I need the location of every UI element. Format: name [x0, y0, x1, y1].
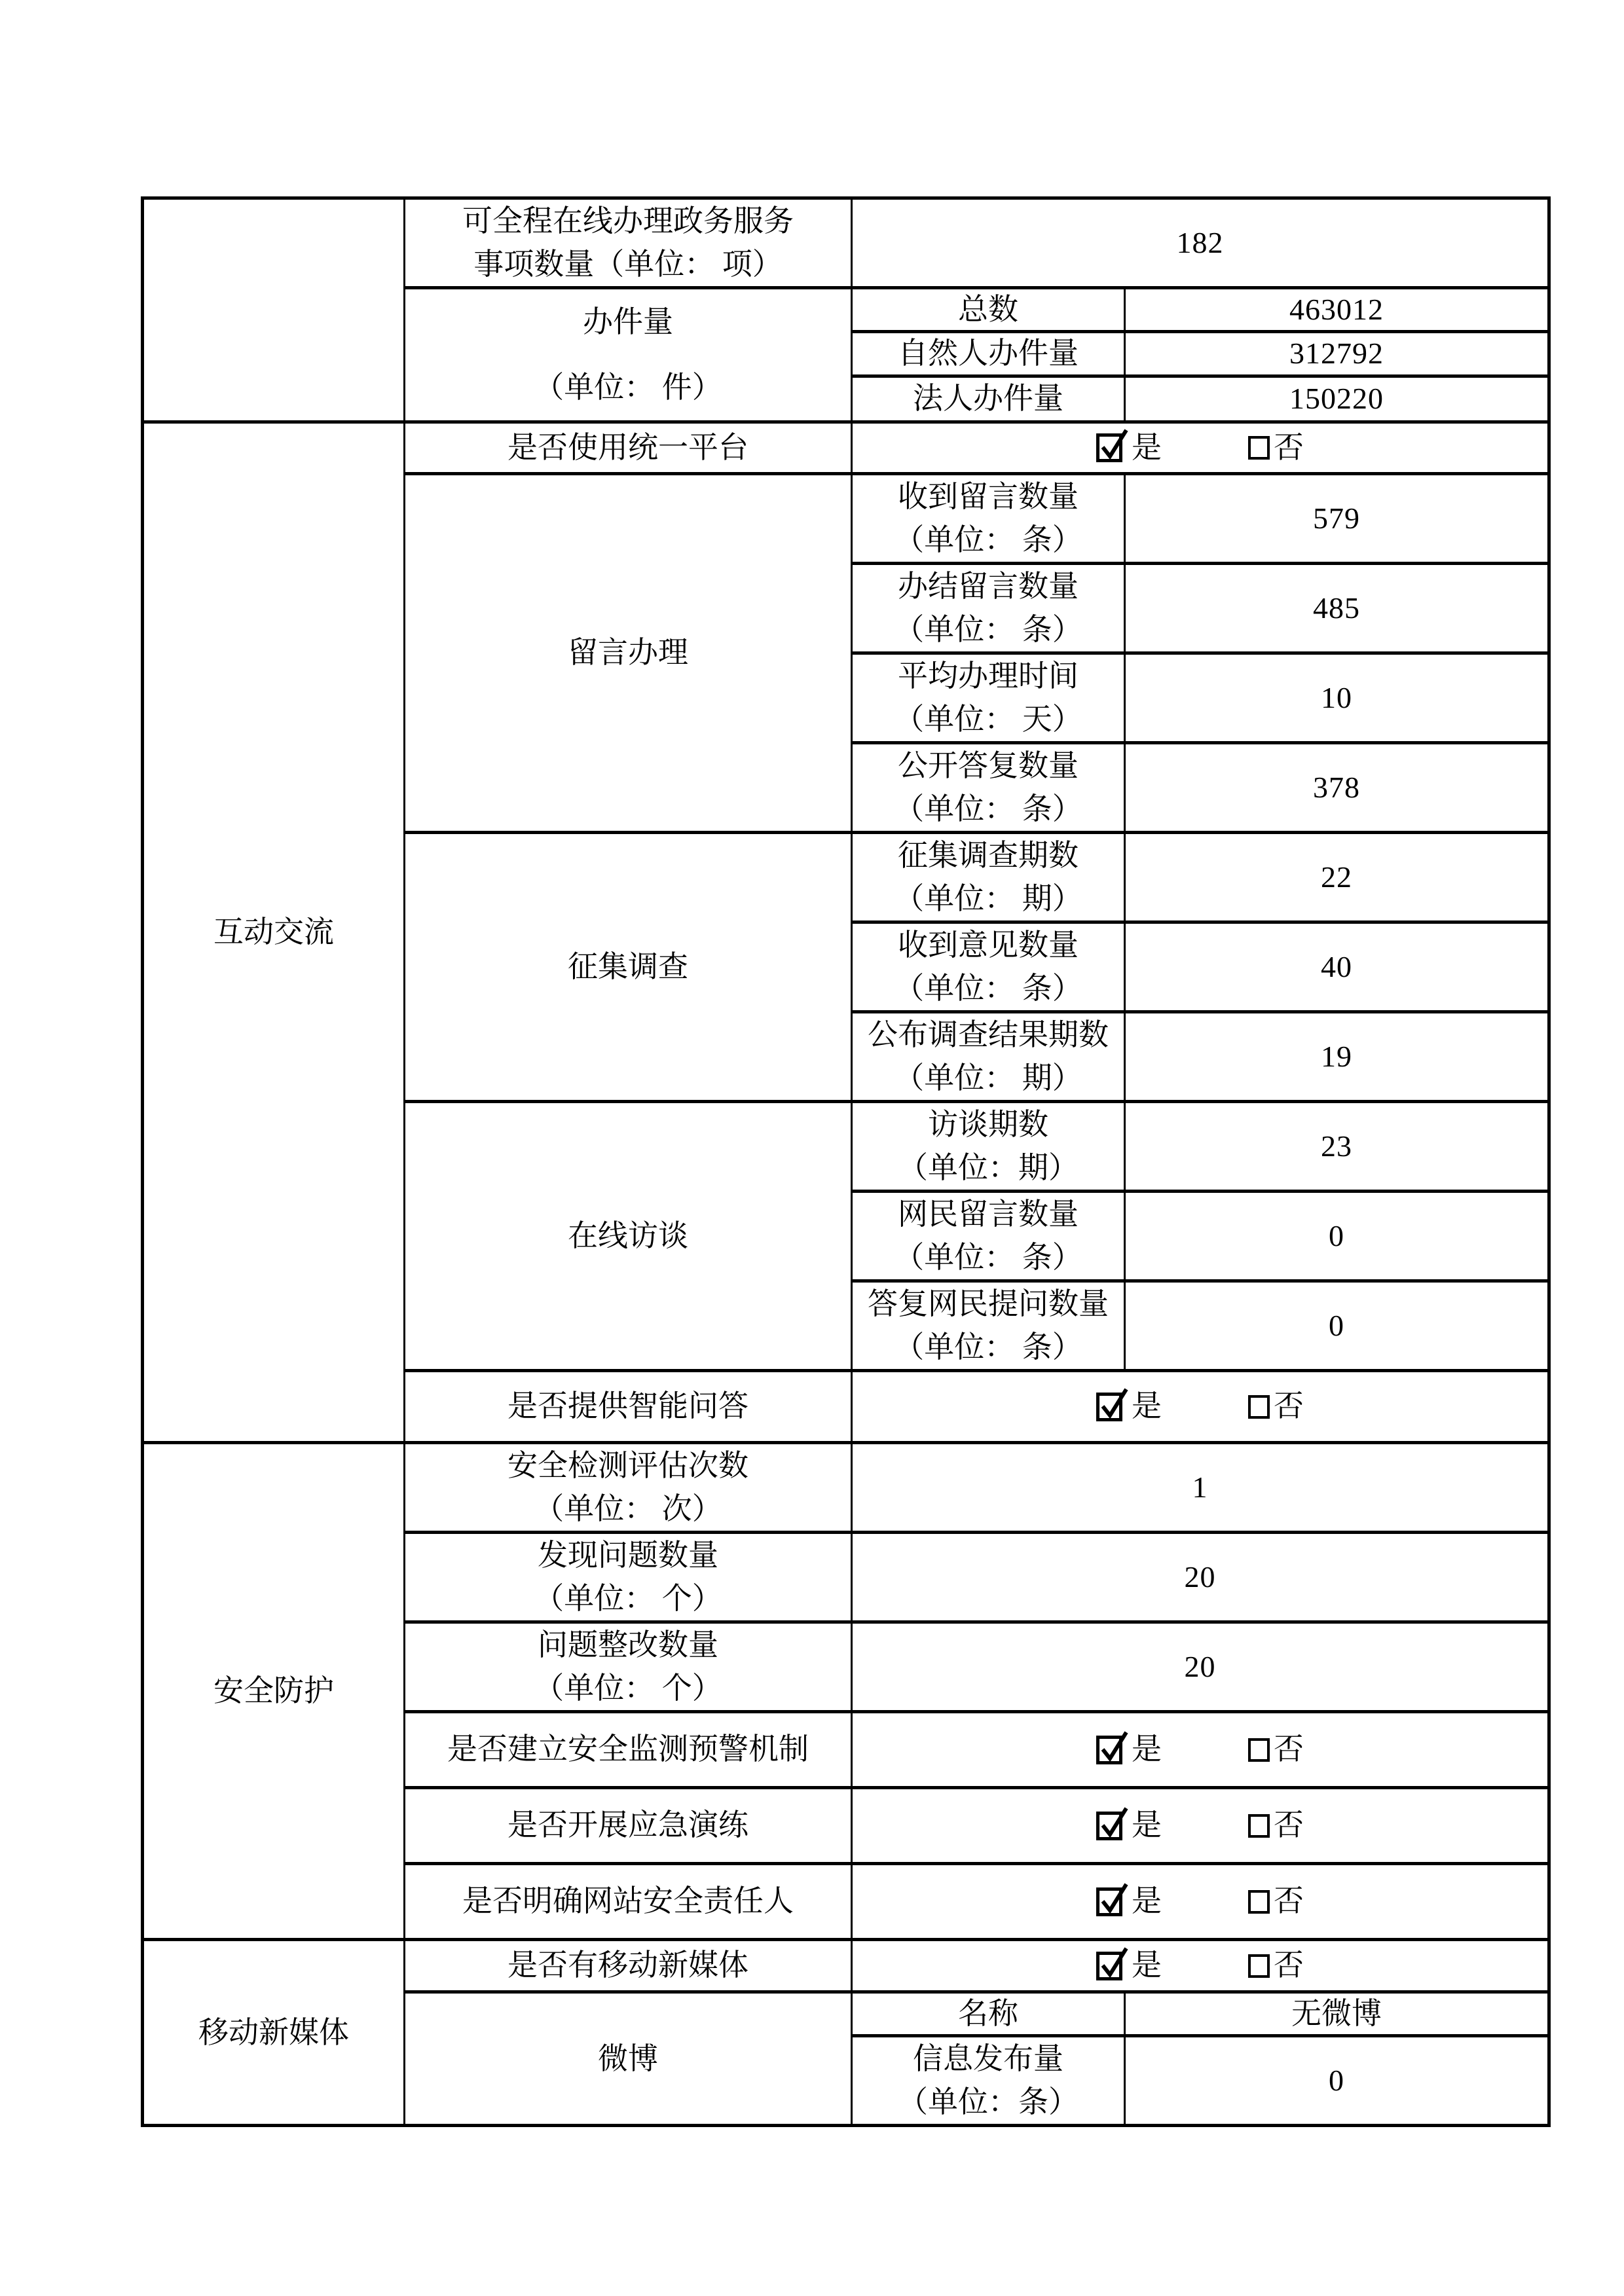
check-icon — [1098, 1730, 1128, 1768]
value-full-online-items: 182 — [852, 198, 1549, 288]
label-line2: （单位： 期） — [894, 1061, 1082, 1095]
label-natural-person-cases: 自然人办件量 — [852, 332, 1125, 376]
value-security-assessments: 1 — [852, 1443, 1549, 1533]
label-problems-found — [405, 1533, 852, 1622]
checkbox-no-label: 否 — [1274, 430, 1304, 464]
check-icon — [1098, 1946, 1128, 1984]
checkbox-no-label: 否 — [1274, 1389, 1304, 1423]
checkbox-yes-pair — [1096, 1881, 1162, 1922]
checkbox-cell-unified-platform — [852, 422, 1549, 474]
label-netizen-replies — [852, 1281, 1125, 1371]
checkbox-no-pair — [1248, 1729, 1304, 1770]
checkbox-unchecked-icon — [1248, 1814, 1270, 1838]
checkbox-group — [853, 1945, 1547, 1986]
checkbox-unchecked-icon — [1248, 1738, 1270, 1762]
label-line1: 访谈期数 — [928, 1108, 1048, 1141]
value-total-cases: 463012 — [1125, 288, 1549, 332]
checkbox-yes-pair — [1096, 1945, 1162, 1986]
checkbox-group — [853, 1729, 1547, 1770]
group-line1: 办件量 — [583, 305, 673, 338]
label-line2: （单位： 条） — [894, 1330, 1082, 1364]
group-online-interview: 在线访谈 — [405, 1102, 852, 1371]
label-smart-qa: 是否提供智能问答 — [405, 1371, 852, 1443]
label-messages-resolved — [852, 564, 1125, 653]
value-weibo-name: 无微博 — [1125, 1992, 1549, 2036]
label-line1: 信息发布量 — [913, 2042, 1063, 2076]
checkbox-unchecked-icon — [1248, 1890, 1270, 1914]
value-natural-person-cases: 312792 — [1125, 332, 1549, 376]
label-unified-platform: 是否使用统一平台 — [405, 422, 852, 474]
checkbox-unchecked-icon — [1248, 436, 1270, 460]
checkbox-checked-icon — [1096, 1736, 1122, 1764]
checkbox-cell-has-mobile-media — [852, 1940, 1549, 1992]
checkbox-checked-icon — [1096, 1393, 1122, 1421]
checkbox-cell-smart-qa — [852, 1371, 1549, 1443]
label-line2: （单位： 条） — [894, 792, 1082, 826]
checkbox-group — [853, 428, 1547, 468]
table-row — [143, 198, 1549, 288]
value-avg-handling-time: 10 — [1125, 653, 1549, 743]
label-line2: （单位： 个） — [534, 1671, 722, 1705]
group-survey: 征集调查 — [405, 833, 852, 1102]
value-problems-fixed: 20 — [852, 1622, 1549, 1712]
checkbox-group — [853, 1805, 1547, 1846]
label-emergency-drill: 是否开展应急演练 — [405, 1788, 852, 1864]
checkbox-checked-icon — [1096, 433, 1122, 462]
label-opinions-received — [852, 922, 1125, 1012]
checkbox-yes-label: 是 — [1132, 1389, 1162, 1423]
label-line1: 公开答复数量 — [898, 749, 1079, 782]
label-line1: 安全检测评估次数 — [507, 1449, 748, 1482]
label-line1: 可全程在线办理政务服务 — [462, 204, 794, 238]
checkbox-no-label: 否 — [1274, 1808, 1304, 1842]
label-security-assessments — [405, 1443, 852, 1533]
checkbox-unchecked-icon — [1248, 1954, 1270, 1978]
checkbox-checked-icon — [1096, 1887, 1122, 1916]
value-opinions-received: 40 — [1125, 922, 1549, 1012]
value-legal-person-cases: 150220 — [1125, 376, 1549, 422]
label-messages-received — [852, 474, 1125, 564]
checkbox-yes-pair — [1096, 1386, 1162, 1427]
label-line2: （单位： 期） — [894, 882, 1082, 915]
checkbox-no-pair — [1248, 1386, 1304, 1427]
checkbox-checked-icon — [1096, 1812, 1122, 1840]
checkbox-yes-label: 是 — [1132, 1732, 1162, 1766]
label-weibo-name: 名称 — [852, 1992, 1125, 2036]
value-weibo-posts: 0 — [1125, 2036, 1549, 2126]
check-icon — [1098, 428, 1128, 465]
label-line2: （单位：条） — [898, 2085, 1079, 2119]
label-problems-fixed — [405, 1622, 852, 1712]
value-survey-issues: 22 — [1125, 833, 1549, 922]
label-line2: 事项数量（单位： 项） — [473, 247, 783, 281]
label-line2: （单位： 条） — [894, 613, 1082, 646]
report-table — [141, 196, 1551, 2127]
label-has-mobile-media: 是否有移动新媒体 — [405, 1940, 852, 1992]
checkbox-no-label: 否 — [1274, 1948, 1304, 1982]
label-line1: 收到留言数量 — [898, 480, 1079, 513]
checkbox-cell-monitoring-mechanism — [852, 1712, 1549, 1788]
value-netizen-messages: 0 — [1125, 1192, 1549, 1281]
checkbox-yes-pair — [1096, 1805, 1162, 1846]
label-line1: 征集调查期数 — [898, 839, 1079, 872]
label-security-officer: 是否明确网站安全责任人 — [405, 1864, 852, 1940]
checkbox-yes-label: 是 — [1132, 430, 1162, 464]
checkbox-no-label: 否 — [1274, 1884, 1304, 1918]
value-messages-resolved: 485 — [1125, 564, 1549, 653]
label-line1: 问题整改数量 — [538, 1628, 718, 1662]
checkbox-no-pair — [1248, 428, 1304, 468]
group-weibo: 微博 — [405, 1992, 852, 2126]
label-line1: 办结留言数量 — [898, 570, 1079, 603]
label-line1: 答复网民提问数量 — [868, 1287, 1109, 1321]
checkbox-no-pair — [1248, 1945, 1304, 1986]
label-avg-handling-time — [852, 653, 1125, 743]
value-messages-received: 579 — [1125, 474, 1549, 564]
table-row — [143, 1940, 1549, 1992]
category-cell-interaction: 互动交流 — [143, 422, 405, 1443]
value-survey-results-published: 19 — [1125, 1012, 1549, 1102]
checkbox-yes-label: 是 — [1132, 1948, 1162, 1982]
value-public-replies: 378 — [1125, 743, 1549, 833]
label-public-replies — [852, 743, 1125, 833]
label-survey-results-published — [852, 1012, 1125, 1102]
group-line2: （单位： 件） — [534, 371, 722, 404]
checkbox-checked-icon — [1096, 1952, 1122, 1980]
label-line1: 公布调查结果期数 — [868, 1018, 1109, 1051]
category-cell-continuation — [143, 198, 405, 422]
check-icon — [1098, 1806, 1128, 1844]
label-line2: （单位： 天） — [894, 702, 1082, 736]
checkbox-cell-security-officer — [852, 1864, 1549, 1940]
checkbox-no-pair — [1248, 1805, 1304, 1846]
label-line1: 平均办理时间 — [898, 659, 1079, 693]
label-line2: （单位： 条） — [894, 523, 1082, 556]
checkbox-yes-pair — [1096, 428, 1162, 468]
label-legal-person-cases: 法人办件量 — [852, 376, 1125, 422]
value-netizen-replies: 0 — [1125, 1281, 1549, 1371]
label-line2: （单位： 条） — [894, 972, 1082, 1005]
checkbox-cell-emergency-drill — [852, 1788, 1549, 1864]
group-caseload — [405, 288, 852, 422]
checkbox-group — [853, 1881, 1547, 1922]
label-monitoring-mechanism: 是否建立安全监测预警机制 — [405, 1712, 852, 1788]
checkbox-yes-label: 是 — [1132, 1884, 1162, 1918]
label-line2: （单位： 次） — [534, 1492, 722, 1525]
checkbox-yes-label: 是 — [1132, 1808, 1162, 1842]
label-line2: （单位：期） — [898, 1151, 1079, 1184]
label-line2: （单位： 个） — [534, 1582, 722, 1615]
category-cell-security: 安全防护 — [143, 1443, 405, 1940]
check-icon — [1098, 1387, 1128, 1425]
checkbox-yes-pair — [1096, 1729, 1162, 1770]
table-row — [143, 1443, 1549, 1533]
label-interview-issues — [852, 1102, 1125, 1192]
checkbox-unchecked-icon — [1248, 1395, 1270, 1419]
checkbox-group — [853, 1386, 1547, 1427]
label-line1: 发现问题数量 — [538, 1539, 718, 1572]
label-line1: 网民留言数量 — [898, 1197, 1079, 1231]
value-interview-issues: 23 — [1125, 1102, 1549, 1192]
label-netizen-messages — [852, 1192, 1125, 1281]
value-problems-found: 20 — [852, 1533, 1549, 1622]
label-survey-issues — [852, 833, 1125, 922]
label-weibo-posts — [852, 2036, 1125, 2126]
checkbox-no-pair — [1248, 1881, 1304, 1922]
label-total-cases: 总数 — [852, 288, 1125, 332]
table-row — [143, 422, 1549, 474]
group-message-handling: 留言办理 — [405, 474, 852, 833]
label-line2: （单位： 条） — [894, 1241, 1082, 1274]
label-line1: 收到意见数量 — [898, 928, 1079, 962]
category-cell-mobile: 移动新媒体 — [143, 1940, 405, 2126]
check-icon — [1098, 1882, 1128, 1920]
label-full-online-items — [405, 198, 852, 288]
checkbox-no-label: 否 — [1274, 1732, 1304, 1766]
